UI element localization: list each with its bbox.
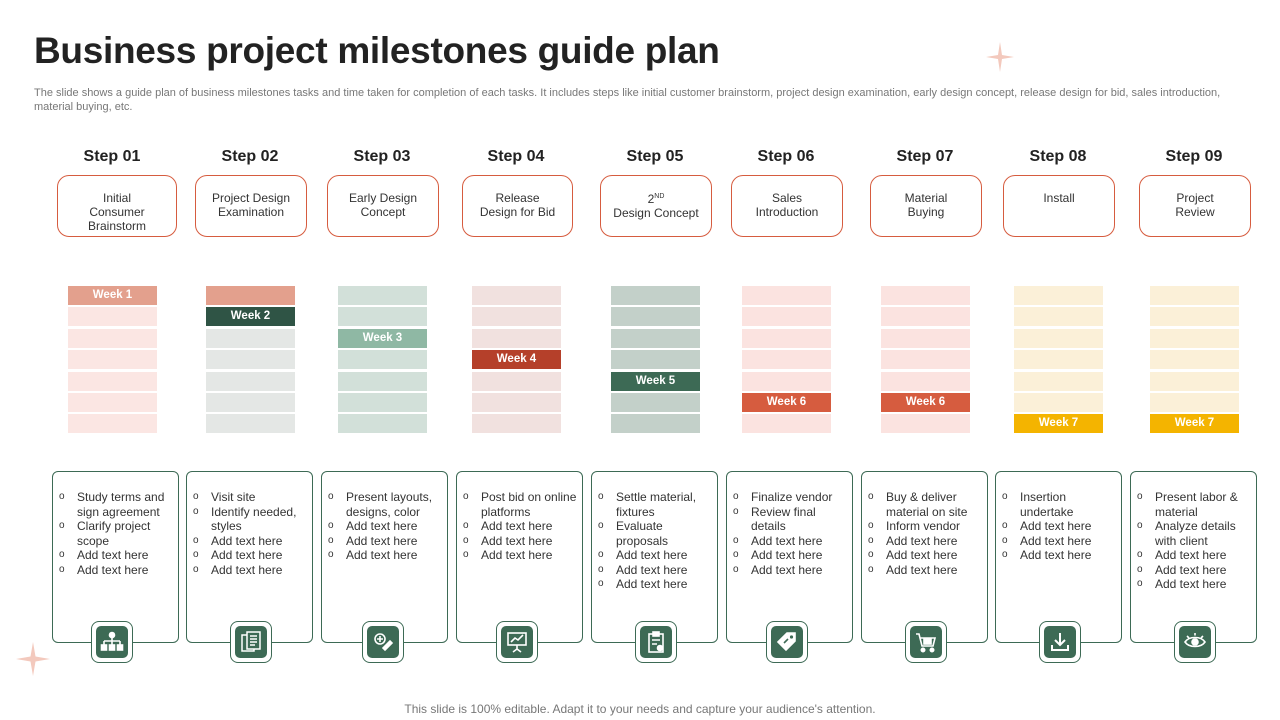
week-column-7 — [881, 286, 970, 436]
task-item: o Add text here — [193, 533, 283, 548]
sparkle-decoration-bottom — [16, 642, 50, 681]
week-cell — [1014, 286, 1103, 305]
task-item: o Add text here — [1002, 548, 1092, 562]
task-item: o Add text here — [463, 519, 553, 533]
task-item: o Inform vendor — [868, 519, 961, 533]
step-label-5: Step 05 — [626, 148, 684, 165]
week-cell — [206, 329, 295, 348]
step-title-box-9 — [1139, 175, 1251, 237]
week-cell — [68, 372, 157, 391]
week-cell — [1014, 372, 1103, 391]
week-cell — [338, 307, 427, 326]
week-cell — [68, 350, 157, 369]
task-item: o Add text here — [328, 519, 418, 533]
task-item: o Add text here — [1002, 533, 1092, 548]
task-item: o Add text here — [463, 548, 553, 562]
step-title-4: Release Design for Bid — [479, 191, 556, 219]
task-item: o Add text here — [463, 533, 553, 548]
week-column-6 — [742, 286, 831, 436]
week-cell — [742, 350, 831, 369]
task-item: o Add text here — [1137, 562, 1227, 577]
week-cell — [68, 393, 157, 412]
task-item: o Settle material, fixtures — [598, 490, 697, 519]
week-cell — [611, 414, 700, 433]
week-cell — [472, 372, 561, 391]
step-title-2: Project Design Examination — [211, 191, 291, 219]
task-item: o Present labor & material — [1137, 490, 1238, 519]
footer-note: This slide is 100% editable. Adapt it to your needs and capture your audience's attention. — [404, 702, 876, 716]
task-item: o Post bid on online platforms — [463, 490, 577, 519]
week-cell — [68, 307, 157, 326]
task-item: o Visit site — [193, 490, 256, 504]
week-column-1 — [68, 286, 157, 436]
step-title-box-7 — [870, 175, 982, 237]
week-cell — [1150, 286, 1239, 305]
task-item: o Add text here — [328, 548, 418, 562]
page-subtitle: The slide shows a guide plan of business milestones tasks and time taken for completion of each tasks. It includes steps like initial customer brainstorm, project design examination, early design concept, release design for bid, sales introduction, material buying, etc. — [34, 87, 1221, 113]
week-cell — [68, 329, 157, 348]
step-title-5-number: 2 — [647, 192, 655, 206]
task-box-2 — [186, 471, 313, 643]
week-badge-6: Week 6 — [742, 393, 831, 412]
week-cell — [742, 414, 831, 433]
week-cell — [742, 286, 831, 305]
step-title-box-1 — [57, 175, 177, 237]
task-item: o Add text here — [1002, 519, 1092, 533]
week-cell — [1014, 393, 1103, 412]
task-box-6 — [726, 471, 853, 643]
task-item: o Add text here — [598, 548, 688, 562]
step-title-5: Design Concept — [613, 206, 699, 220]
week-cell — [1150, 393, 1239, 412]
week-cell — [1150, 307, 1239, 326]
week-cell — [338, 414, 427, 433]
week-cell — [1014, 350, 1103, 369]
task-item: o Add text here — [598, 577, 688, 591]
week-cell — [68, 414, 157, 433]
week-cell — [338, 372, 427, 391]
task-item: o Finalize vendor — [733, 490, 833, 504]
step-title-box-8 — [1003, 175, 1115, 237]
step-title-box-3 — [327, 175, 439, 237]
week-cell — [206, 393, 295, 412]
task-box-7 — [861, 471, 988, 643]
task-item: o Add text here — [59, 562, 149, 577]
week-cell — [338, 393, 427, 412]
week-badge-3: Week 3 — [338, 329, 427, 348]
task-item: o Add text here — [868, 533, 958, 548]
week-cell — [206, 372, 295, 391]
week-badge-9: Week 7 — [1150, 414, 1239, 433]
price-tag-icon — [766, 621, 808, 663]
task-item: o Review final details — [733, 504, 816, 533]
step-label-8: Step 08 — [1029, 148, 1087, 165]
step-title-box-5 — [600, 175, 712, 237]
week-cell — [1150, 329, 1239, 348]
week-badge-8: Week 7 — [1014, 414, 1103, 433]
week-cell — [1014, 307, 1103, 326]
week-cell — [881, 329, 970, 348]
task-item: o Add text here — [733, 533, 823, 548]
task-item: o Add text here — [1137, 548, 1227, 562]
org-chart-icon — [91, 621, 133, 663]
week-badge-5: Week 5 — [611, 372, 700, 391]
week-cell — [338, 350, 427, 369]
task-item: o Add text here — [1137, 577, 1227, 591]
task-box-9 — [1130, 471, 1257, 643]
week-cell — [611, 329, 700, 348]
week-cell — [338, 286, 427, 305]
task-item: o Add text here — [193, 548, 283, 562]
week-badge-2: Week 2 — [206, 307, 295, 326]
download-icon — [1039, 621, 1081, 663]
step-title-6: Sales Introduction — [755, 191, 819, 219]
week-cell — [472, 414, 561, 433]
step-title-5-superscript: ND — [654, 193, 665, 200]
eye-icon — [1174, 621, 1216, 663]
week-cell — [472, 307, 561, 326]
week-cell — [611, 286, 700, 305]
week-cell — [206, 350, 295, 369]
page-title: Business project milestones guide plan — [34, 30, 720, 71]
step-label-9: Step 09 — [1165, 148, 1223, 165]
step-label-2: Step 02 — [221, 148, 279, 165]
week-badge-7: Week 6 — [881, 393, 970, 412]
task-box-8 — [995, 471, 1122, 643]
week-column-4 — [472, 286, 561, 436]
week-cell — [881, 286, 970, 305]
task-item: o Buy & deliver material on site — [868, 490, 968, 519]
task-item: o Add text here — [733, 562, 823, 577]
presentation-icon — [496, 621, 538, 663]
task-item: o Clarify project scope — [59, 519, 151, 548]
task-box-4 — [456, 471, 583, 643]
task-item: o Add text here — [598, 562, 688, 577]
task-item: o Evaluate proposals — [598, 519, 669, 548]
step-title-box-4 — [462, 175, 573, 237]
week-cell — [472, 286, 561, 305]
task-item: o Add text here — [193, 562, 283, 577]
step-label-3: Step 03 — [353, 148, 411, 165]
step-title-7: Material Buying — [904, 191, 948, 219]
step-title-3: Early Design Concept — [348, 191, 418, 219]
step-title-box-2 — [195, 175, 307, 237]
week-cell — [1150, 372, 1239, 391]
design-tools-icon — [362, 621, 404, 663]
task-item: o Identify needed, styles — [193, 504, 297, 533]
week-cell — [1150, 350, 1239, 369]
week-column-8 — [1014, 286, 1103, 436]
week-cell — [881, 414, 970, 433]
task-item: o Add text here — [868, 562, 958, 577]
week-cell — [206, 414, 295, 433]
week-cell — [472, 329, 561, 348]
task-item: o Study terms and sign agreement — [59, 490, 165, 519]
step-label-6: Step 06 — [757, 148, 815, 165]
step-label-7: Step 07 — [896, 148, 954, 165]
step-title-1: Initial Consumer Brainstorm — [87, 191, 146, 233]
week-cell — [611, 393, 700, 412]
week-cell — [742, 372, 831, 391]
task-item: o Analyze details with client — [1137, 519, 1236, 548]
documents-icon — [230, 621, 272, 663]
week-column-9 — [1150, 286, 1239, 436]
task-item: o Add text here — [733, 548, 823, 562]
week-cell — [881, 307, 970, 326]
step-title-9: Project Review — [1175, 191, 1215, 219]
week-cell — [611, 350, 700, 369]
week-cell — [742, 307, 831, 326]
task-item: o Add text here — [868, 548, 958, 562]
task-box-3 — [321, 471, 448, 643]
week-cell — [1014, 329, 1103, 348]
week-badge-4: Week 4 — [472, 350, 561, 369]
week-cell — [206, 286, 295, 305]
shopping-cart-icon — [905, 621, 947, 663]
week-badge-1: Week 1 — [68, 286, 157, 305]
task-item: o Add text here — [328, 533, 418, 548]
week-cell — [881, 350, 970, 369]
task-item: o Add text here — [59, 548, 149, 562]
sparkle-decoration-top — [986, 42, 1014, 77]
clipboard-icon — [635, 621, 677, 663]
week-cell — [611, 307, 700, 326]
week-cell — [881, 372, 970, 391]
step-title-box-6 — [731, 175, 843, 237]
step-label-4: Step 04 — [487, 148, 545, 165]
step-label-1: Step 01 — [83, 148, 141, 165]
task-box-5 — [591, 471, 718, 643]
week-cell — [742, 329, 831, 348]
week-column-5 — [611, 286, 700, 436]
week-column-2 — [206, 286, 295, 436]
step-title-8: Install — [1043, 191, 1075, 205]
week-column-3 — [338, 286, 427, 436]
task-item: o Insertion undertake — [1002, 490, 1074, 519]
task-item: o Present layouts, designs, color — [328, 490, 433, 519]
week-cell — [472, 393, 561, 412]
task-box-1 — [52, 471, 179, 643]
